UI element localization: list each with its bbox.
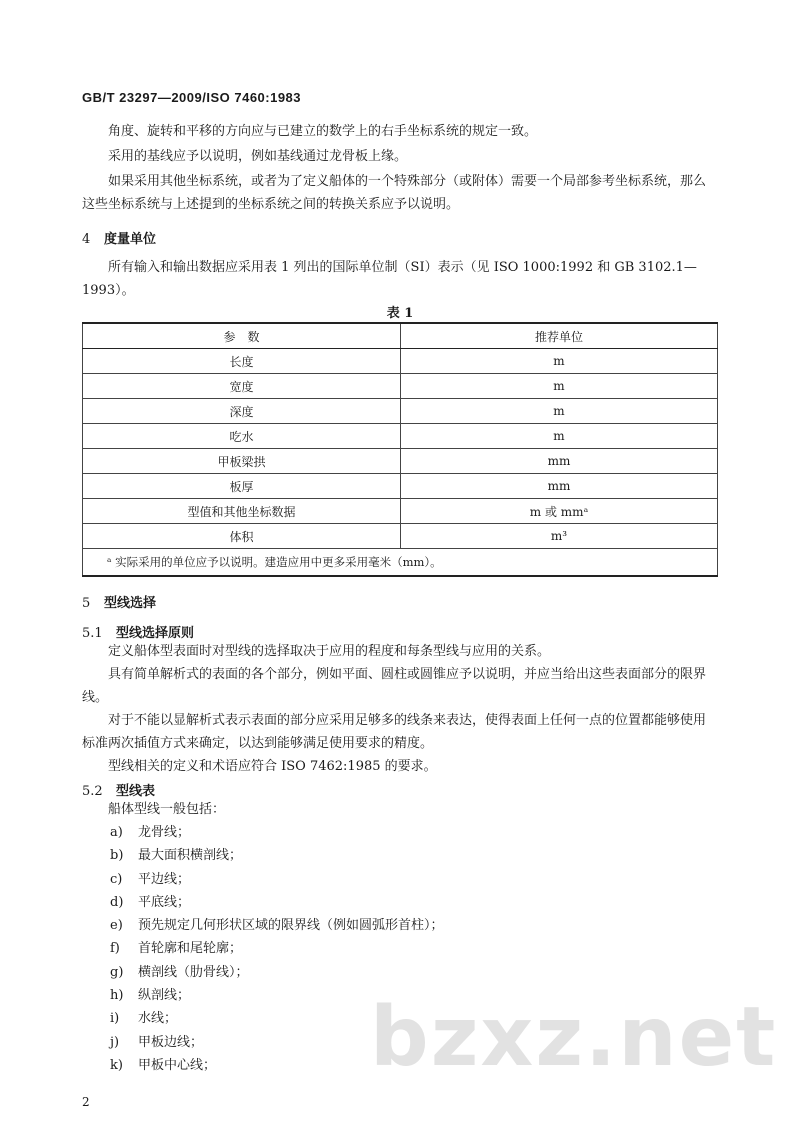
list-item <box>110 821 444 844</box>
table-row <box>83 424 718 449</box>
list-item-text: 最大面积横剖线； <box>138 848 243 864</box>
table-cell-unit: m <box>401 399 718 424</box>
table-row <box>83 449 718 474</box>
list-item-text: 水线； <box>138 1011 178 1027</box>
section-4-number: 4 <box>82 232 91 247</box>
list-item-label: g) <box>110 964 124 980</box>
paragraph-lines-intro: 船体型线一般包括： <box>108 802 226 817</box>
table-header-recommended-unit: 推荐单位 <box>401 323 718 349</box>
table-1-units <box>82 322 718 577</box>
list-item-label: a) <box>110 825 123 840</box>
paragraph-other-coordinate-systems: 如果采用其他坐标系统，或者为了定义船体的一个特殊部分（或附体）需要一个局部参考坐标系统，那么这些坐标系统与上述提到的坐标系统之间的转换关系应予以说明。 <box>82 174 707 212</box>
paragraph-line-selection: 定义船体型表面时对型线的选择取决于应用的程度和每条型线与应用的关系。 <box>108 644 551 659</box>
table-cell-parameter: 宽度 <box>83 374 401 399</box>
table-1-caption: 表 1 <box>386 306 414 321</box>
list-item-text: 预先规定几何形状区域的限界线（例如圆弧形首柱）； <box>138 918 444 934</box>
list-item-label: f) <box>110 941 120 957</box>
standard-code-header: GB/T 23297—2009/ISO 7460:1983 <box>82 90 302 105</box>
table-cell-unit: m 或 mmᵃ <box>401 499 718 524</box>
section-5-2-title: 型线表 <box>116 784 156 799</box>
list-item-text: 首轮廓和尾轮廓； <box>138 941 243 957</box>
paragraph-si-units: 所有输入和输出数据应采用表 1 列出的国际单位制（SI）表示（见 ISO 1000:1992 和 GB 3102.1—1993）。 <box>82 260 697 298</box>
table-footnote: ᵃ 实际采用的单位应予以说明。建造应用中更多采用毫米（mm）。 <box>83 549 718 577</box>
list-item <box>110 937 444 960</box>
list-item-text: 龙骨线； <box>138 825 191 840</box>
page-number: 2 <box>82 1095 90 1109</box>
section-4-heading <box>82 228 156 247</box>
list-item-label: k) <box>110 1057 123 1073</box>
paragraph-coordinate-direction: 角度、旋转和平移的方向应与已建立的数学上的右手坐标系统的规定一致。 <box>108 124 538 139</box>
section-5-1-number: 5.1 <box>82 626 103 641</box>
table-header-row <box>83 323 718 349</box>
list-item-label: h) <box>110 988 124 1004</box>
table-cell-parameter: 深度 <box>83 399 401 424</box>
list-item-label: i) <box>110 1011 120 1027</box>
table-cell-unit: m <box>401 349 718 374</box>
table-cell-unit: m <box>401 374 718 399</box>
paragraph-analytic-surfaces: 具有简单解析式的表面的各个部分，例如平面、圆柱或圆锥应予以说明，并应当给出这些表面部分的限界线。 <box>82 667 707 705</box>
list-item-label: e) <box>110 918 123 934</box>
list-item-text: 横剖线（肋骨线）； <box>138 964 249 980</box>
table-cell-unit: mm <box>401 474 718 499</box>
section-5-number: 5 <box>82 596 91 611</box>
table-cell-parameter: 板厚 <box>83 474 401 499</box>
list-item <box>110 914 444 937</box>
list-item-text: 平底线； <box>138 894 191 910</box>
table-row <box>83 399 718 424</box>
section-5-1-title: 型线选择原则 <box>116 626 195 641</box>
table-cell-unit: m <box>401 424 718 449</box>
list-item-label: b) <box>110 848 124 864</box>
list-item <box>110 891 444 914</box>
paragraph-baseline: 采用的基线应予以说明，例如基线通过龙骨板上缘。 <box>108 149 408 164</box>
table-cell-unit: m³ <box>401 524 718 549</box>
list-item-text: 甲板边线； <box>138 1034 204 1050</box>
table-cell-parameter: 甲板梁拱 <box>83 449 401 474</box>
list-item-label: j) <box>110 1034 120 1050</box>
section-4-title: 度量单位 <box>104 232 157 247</box>
section-5-heading <box>82 592 156 611</box>
list-item-text: 纵剖线； <box>138 988 191 1004</box>
paragraph-interpolation: 对于不能以显解析式表示表面的部分应采用足够多的线条来表达，使得表面上任何一点的位置都能够使用标准两次插值方式来确定，以达到能够满足使用要求的精度。 <box>82 713 707 751</box>
list-item <box>110 844 444 867</box>
list-item <box>110 961 444 984</box>
table-row <box>83 374 718 399</box>
table-header-parameter: 参 数 <box>83 323 401 349</box>
table-row <box>83 524 718 549</box>
table-cell-parameter: 长度 <box>83 349 401 374</box>
list-item-label: d) <box>110 894 124 910</box>
table-cell-parameter: 型值和其他坐标数据 <box>83 499 401 524</box>
section-5-title: 型线选择 <box>104 596 157 611</box>
section-5-2-heading <box>82 780 155 799</box>
list-item-text: 平边线； <box>138 871 191 887</box>
table-footnote-row <box>83 549 718 577</box>
list-item-label: c) <box>110 871 123 887</box>
table-cell-parameter: 体积 <box>83 524 401 549</box>
paragraph-iso-7462: 型线相关的定义和术语应符合 ISO 7462:1985 的要求。 <box>108 759 437 774</box>
table-row <box>83 349 718 374</box>
site-watermark: bzxz.net <box>370 990 778 1085</box>
table-row <box>83 499 718 524</box>
section-5-1-heading <box>82 622 194 641</box>
table-cell-unit: mm <box>401 449 718 474</box>
table-row <box>83 474 718 499</box>
section-5-2-number: 5.2 <box>82 784 103 799</box>
list-item-text: 甲板中心线； <box>138 1057 217 1073</box>
list-item <box>110 868 444 891</box>
table-cell-parameter: 吃水 <box>83 424 401 449</box>
